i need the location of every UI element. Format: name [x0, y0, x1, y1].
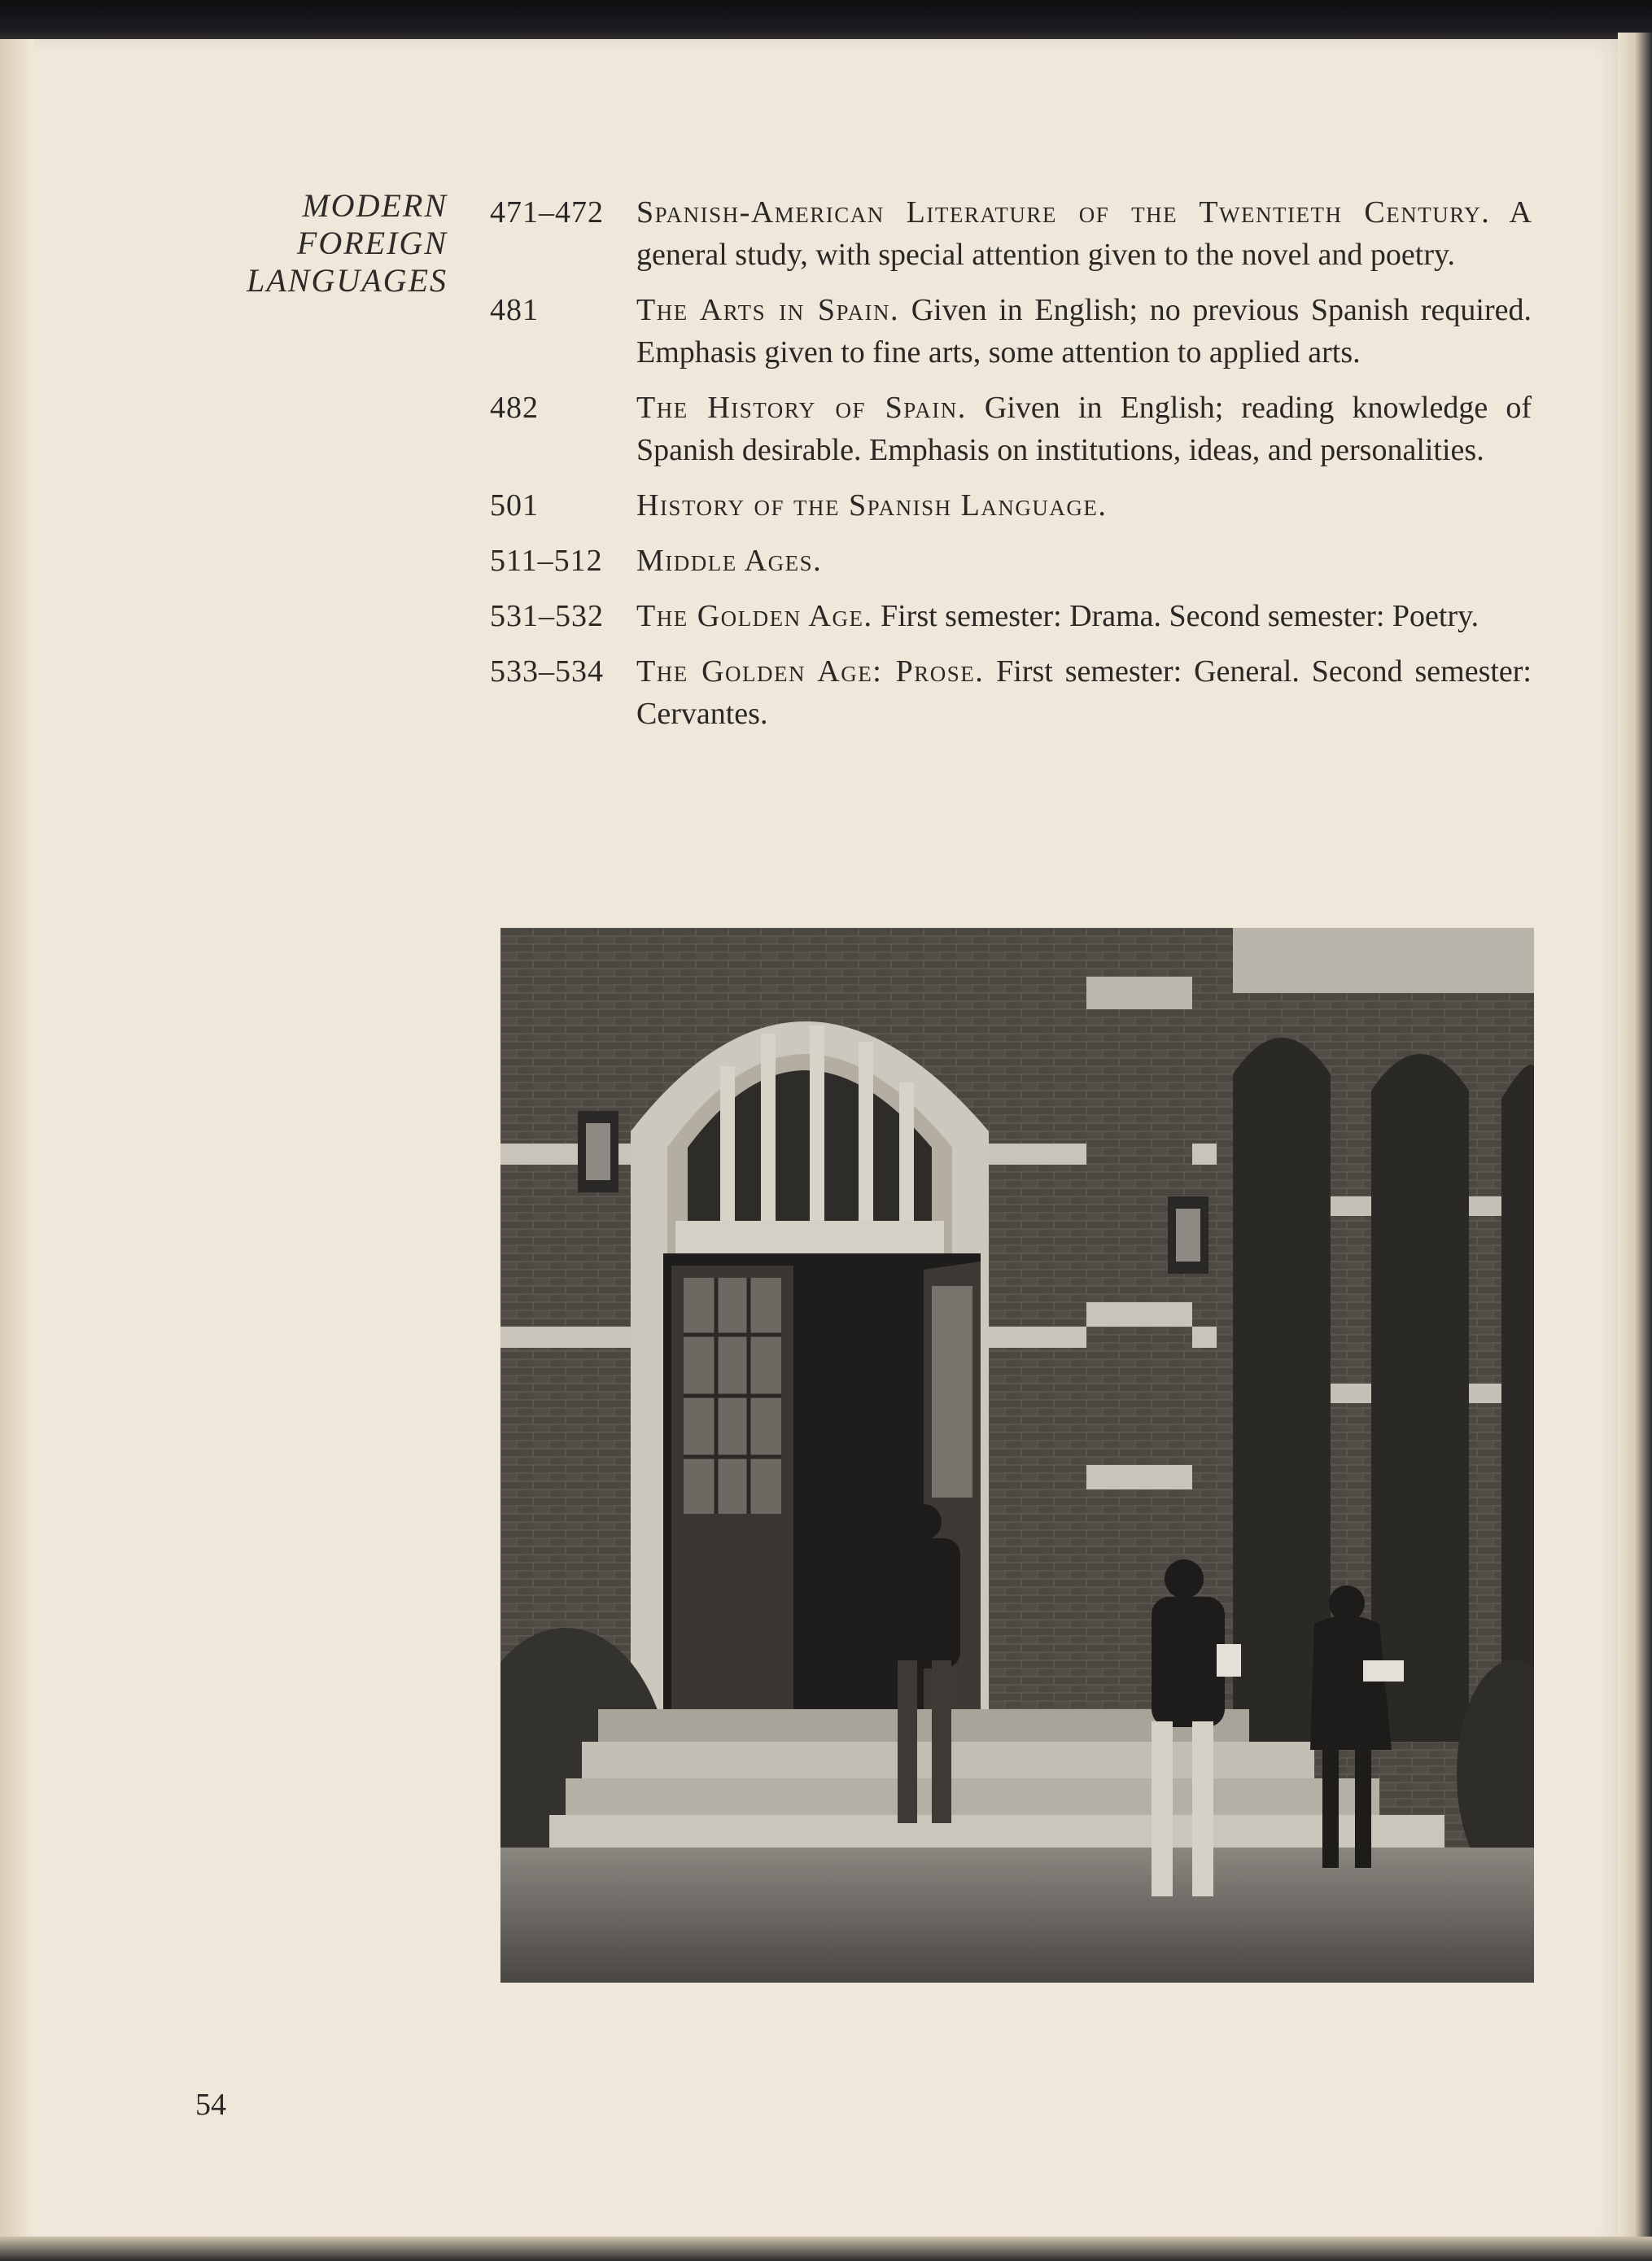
course-text — [636, 289, 1532, 374]
course-number: 471–472 — [490, 195, 604, 230]
course-text — [636, 650, 1532, 735]
section-heading-line: LANGUAGES — [247, 262, 448, 299]
course-number: 482 — [490, 391, 539, 425]
course-title: The History of Spain. — [636, 391, 967, 425]
course-text — [636, 540, 1532, 582]
course-text — [636, 387, 1532, 471]
course-title: The Golden Age. — [636, 599, 873, 633]
section-heading-line: MODERN — [302, 187, 448, 224]
page-number: 54 — [195, 2088, 226, 2122]
section-heading-line: FOREIGN — [296, 225, 448, 261]
course-title: Middle Ages. — [636, 544, 823, 578]
course-title: History of the Spanish Language. — [636, 488, 1108, 523]
course-entry — [490, 289, 1532, 374]
course-entry — [490, 595, 1532, 637]
course-number: 481 — [490, 293, 539, 327]
page-right-edge — [1618, 33, 1652, 2261]
page-left-edge — [0, 39, 34, 2251]
course-number: 533–534 — [490, 654, 604, 689]
course-number: 501 — [490, 488, 539, 523]
course-title: The Arts in Spain. — [636, 293, 900, 327]
book-bottom-edge — [0, 2237, 1652, 2261]
course-title: The Golden Age: Prose. — [636, 654, 985, 689]
photo-illustration — [500, 928, 1534, 1983]
course-entry — [490, 387, 1532, 471]
course-text — [636, 191, 1532, 276]
course-description: Given in English; no previous Spanish required. Emphasis given to fine arts, some attention to applied arts. — [636, 293, 1532, 370]
book-top-edge — [0, 0, 1652, 42]
campus-photograph — [500, 928, 1534, 1983]
course-description: First semester: Drama. Second semester: Poetry. — [880, 599, 1479, 633]
course-entry — [490, 484, 1532, 527]
course-list — [490, 191, 1532, 748]
course-text — [636, 595, 1532, 637]
course-entry — [490, 191, 1532, 276]
course-number: 511–512 — [490, 544, 603, 578]
course-entry — [490, 650, 1532, 735]
course-text — [636, 484, 1532, 527]
course-number: 531–532 — [490, 599, 604, 633]
section-heading — [187, 187, 448, 300]
course-title: Spanish-American Literature of the Twentieth Century. — [636, 195, 1491, 230]
course-entry — [490, 540, 1532, 582]
course-description: A general study, with special attention given to the novel and poetry. — [636, 195, 1532, 272]
course-description: First semester: General. Second semester: Cervantes. — [636, 654, 1532, 731]
course-description: Given in English; reading knowledge of Spanish desirable. Emphasis on institutions, ideas, and personalities. — [636, 391, 1532, 467]
